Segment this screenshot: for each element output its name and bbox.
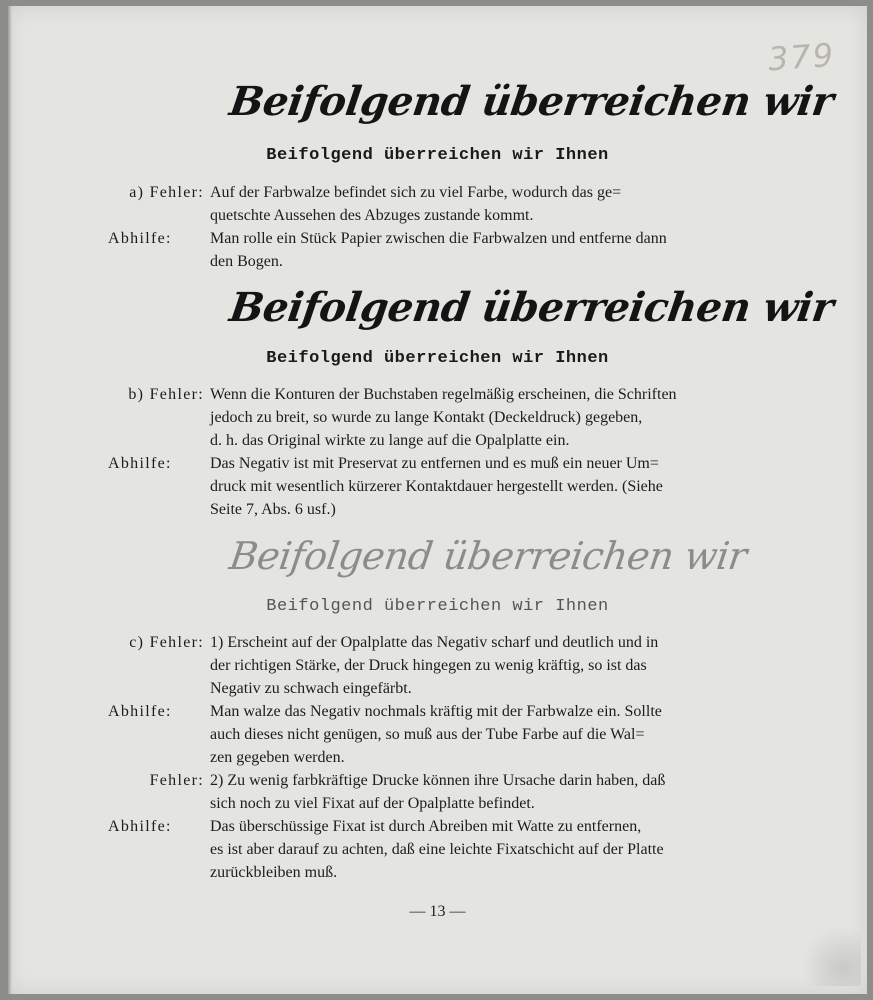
- entry-line: Das überschüssige Fixat ist durch Abreiben mit Watte zu entfernen,: [210, 818, 642, 835]
- entry-line: Seite 7, Abs. 6 usf.): [210, 501, 336, 518]
- entry-line: jedoch zu breit, so wurde zu lange Kontakt (Deckeldruck) gegeben,: [210, 409, 643, 426]
- page-number: — 13 —: [409, 903, 466, 920]
- entry-line: Negativ zu schwach eingefärbt.: [210, 680, 412, 697]
- entry-line: quetschte Aussehen des Abzuges zustande kommt.: [210, 207, 534, 224]
- entry-label: Abhilfe:: [108, 818, 172, 835]
- entry-line: auch dieses nicht genügen, so muß aus der Tube Farbe auf die Wal=: [210, 726, 645, 743]
- entry-line: den Bogen.: [210, 253, 283, 270]
- entry-label: c) Fehler:: [129, 634, 204, 651]
- entry-c-abhilfe-1: [108, 700, 768, 769]
- document-page: [8, 6, 867, 994]
- paper-smudge: [801, 926, 861, 986]
- typewriter-sample-heading-b: Beifolgend überreichen wir Ihnen: [266, 349, 609, 368]
- entry-a-abhilfe: [108, 227, 768, 273]
- script-sample-heading-a: Beifolgend überreichen wir: [226, 78, 837, 125]
- entry-label: b) Fehler:: [128, 386, 204, 403]
- entry-label: Abhilfe:: [108, 230, 172, 247]
- entry-line: Man walze das Negativ nochmals kräftig mit der Farbwalze ein. Sollte: [210, 703, 662, 720]
- entry-line: sich noch zu viel Fixat auf der Opalplatte befindet.: [210, 795, 535, 812]
- entry-line: Auf der Farbwalze befindet sich zu viel Farbe, wodurch das ge=: [210, 184, 622, 201]
- entry-line: 1) Erscheint auf der Opalplatte das Negativ scharf und deutlich und in: [210, 634, 659, 651]
- entry-label: Abhilfe:: [108, 703, 172, 720]
- entry-a-fehler: [108, 181, 768, 227]
- entry-line: 2) Zu wenig farbkräftige Drucke können ihre Ursache darin haben, daß: [210, 772, 666, 789]
- entry-line: druck mit wesentlich kürzerer Kontaktdauer hergestellt werden. (Siehe: [210, 478, 663, 495]
- entry-line: d. h. das Original wirkte zu lange auf die Opalplatte ein.: [210, 432, 570, 449]
- entry-line: Man rolle ein Stück Papier zwischen die Farbwalzen und entferne dann: [210, 230, 667, 247]
- entry-line: Wenn die Konturen der Buchstaben regelmäßig erscheinen, die Schriften: [210, 386, 677, 403]
- entry-line: Das Negativ ist mit Preservat zu entfernen und es muß ein neuer Um=: [210, 455, 659, 472]
- script-sample-heading-b: Beifolgend überreichen wir: [226, 284, 837, 331]
- entry-label: Abhilfe:: [108, 455, 172, 472]
- script-sample-heading-c: Beifolgend überreichen wir: [226, 534, 750, 578]
- entry-b-abhilfe: [108, 452, 768, 521]
- typewriter-sample-heading-c: Beifolgend überreichen wir Ihnen: [266, 597, 609, 616]
- entry-line: der richtigen Stärke, der Druck hingegen zu wenig kräftig, so ist das: [210, 657, 647, 674]
- typewriter-sample-heading-a: Beifolgend überreichen wir Ihnen: [266, 146, 609, 165]
- entry-c-fehler-1: [108, 631, 768, 700]
- entry-c-abhilfe-2: [108, 815, 768, 884]
- entry-c-fehler-2: [108, 769, 768, 815]
- entry-line: es ist aber darauf zu achten, daß eine leichte Fixatschicht auf der Platte: [210, 841, 664, 858]
- entry-b-fehler: [108, 383, 768, 452]
- entry-line: zurückbleiben muß.: [210, 864, 338, 881]
- entry-label: Fehler:: [149, 772, 204, 789]
- entry-label: a) Fehler:: [129, 184, 204, 201]
- entry-line: zen gegeben werden.: [210, 749, 345, 766]
- archive-number: 379: [766, 35, 837, 79]
